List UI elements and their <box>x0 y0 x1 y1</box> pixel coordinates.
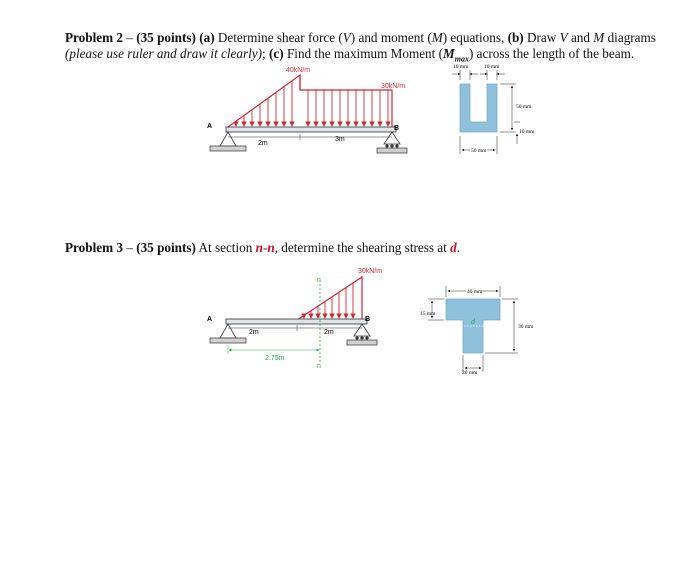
span-2-label: 3m <box>335 136 345 143</box>
dim-web-3: 20 mm <box>462 370 478 376</box>
beam-body <box>226 127 396 132</box>
load-max-label: 40kN/m <box>286 67 311 74</box>
channel-shape <box>460 84 497 132</box>
support-b-roller <box>377 132 407 153</box>
problem-2-title: Problem 2 <box>65 30 123 45</box>
symbol-v: V <box>342 30 351 45</box>
problem-3-text-2: , determine the shearing stress at <box>274 240 451 255</box>
part-a-text-2: ) and moment ( <box>350 30 432 45</box>
section-bottom-label: n <box>317 363 321 370</box>
problem-3-t-section <box>420 286 534 376</box>
point-d-label: d <box>471 319 475 326</box>
support-b-label: B <box>394 125 400 132</box>
problem-2-beam-figure <box>207 67 407 153</box>
ruler-note: (please use ruler and draw it clearly) <box>65 46 263 61</box>
dash: – <box>123 30 137 45</box>
support-a-pin <box>210 132 246 151</box>
problem-3-points: (35 points) <box>136 240 196 255</box>
span-1-label-3: 2m <box>249 329 259 336</box>
dash: – <box>123 240 137 255</box>
point-label: d <box>450 240 457 255</box>
load-min-label: 30kN/m <box>381 83 406 90</box>
problem-3-text-1: At section <box>195 240 256 255</box>
support-b-roller-3 <box>347 324 377 345</box>
period: . <box>456 240 460 255</box>
distributed-load <box>228 75 392 127</box>
part-b-text-3: diagrams <box>604 30 656 45</box>
distance-label: 2.75m <box>265 355 285 362</box>
dim-bottom: 10 mm <box>519 129 535 135</box>
part-c-text-2: ) across the length of the beam. <box>468 46 635 61</box>
dim-width: 50 mm <box>471 148 487 154</box>
problem-3-title: Problem 3 <box>65 240 123 255</box>
part-a-text-1: Determine shear force ( <box>214 30 343 45</box>
triangular-load <box>297 277 362 320</box>
support-a-label-3: A <box>207 316 213 323</box>
semicolon: ; <box>262 46 270 61</box>
symbol-m-2: M <box>593 30 605 45</box>
symbol-v-2: V <box>559 30 568 45</box>
dim-flange-3: 15 mm <box>420 311 436 317</box>
span-2-label-3: 2m <box>324 329 334 336</box>
load-label-3: 30kN/m <box>358 268 383 275</box>
dim-top-left: 10 mm <box>453 64 469 70</box>
part-c-label: (c) <box>269 46 284 61</box>
support-a-label: A <box>207 123 213 130</box>
support-a-pin-3 <box>210 324 246 343</box>
dim-top-right: 10 mm <box>484 64 500 70</box>
section-label: n-n <box>255 240 275 255</box>
dim-top-3: 40 mm <box>467 289 483 295</box>
dim-height: 50 mm <box>516 104 532 110</box>
section-top-label: n <box>317 277 321 284</box>
part-c-text-1: Find the maximum Moment ( <box>283 46 443 61</box>
span-1-label: 2m <box>258 140 268 147</box>
part-a-label: (a) <box>195 30 215 45</box>
problem-2-channel-section <box>452 64 535 154</box>
problem-2-points: (35 points) <box>136 30 196 45</box>
part-b-text-1: Draw <box>523 30 560 45</box>
dim-height-3: 30 mm <box>518 324 534 330</box>
part-a-text-3: ) equations, <box>442 30 508 45</box>
load-arrows-3 <box>304 283 353 318</box>
load-arrows <box>236 81 388 126</box>
problem-3-beam-figure <box>207 268 382 370</box>
symbol-mmax: $M_{max}$ <box>443 46 469 64</box>
part-b-label: (b) <box>507 30 524 45</box>
symbol-m: M <box>431 30 443 45</box>
part-b-text-2: and <box>567 30 594 45</box>
beam-body-3 <box>226 319 367 324</box>
support-b-label-3: B <box>365 316 371 323</box>
